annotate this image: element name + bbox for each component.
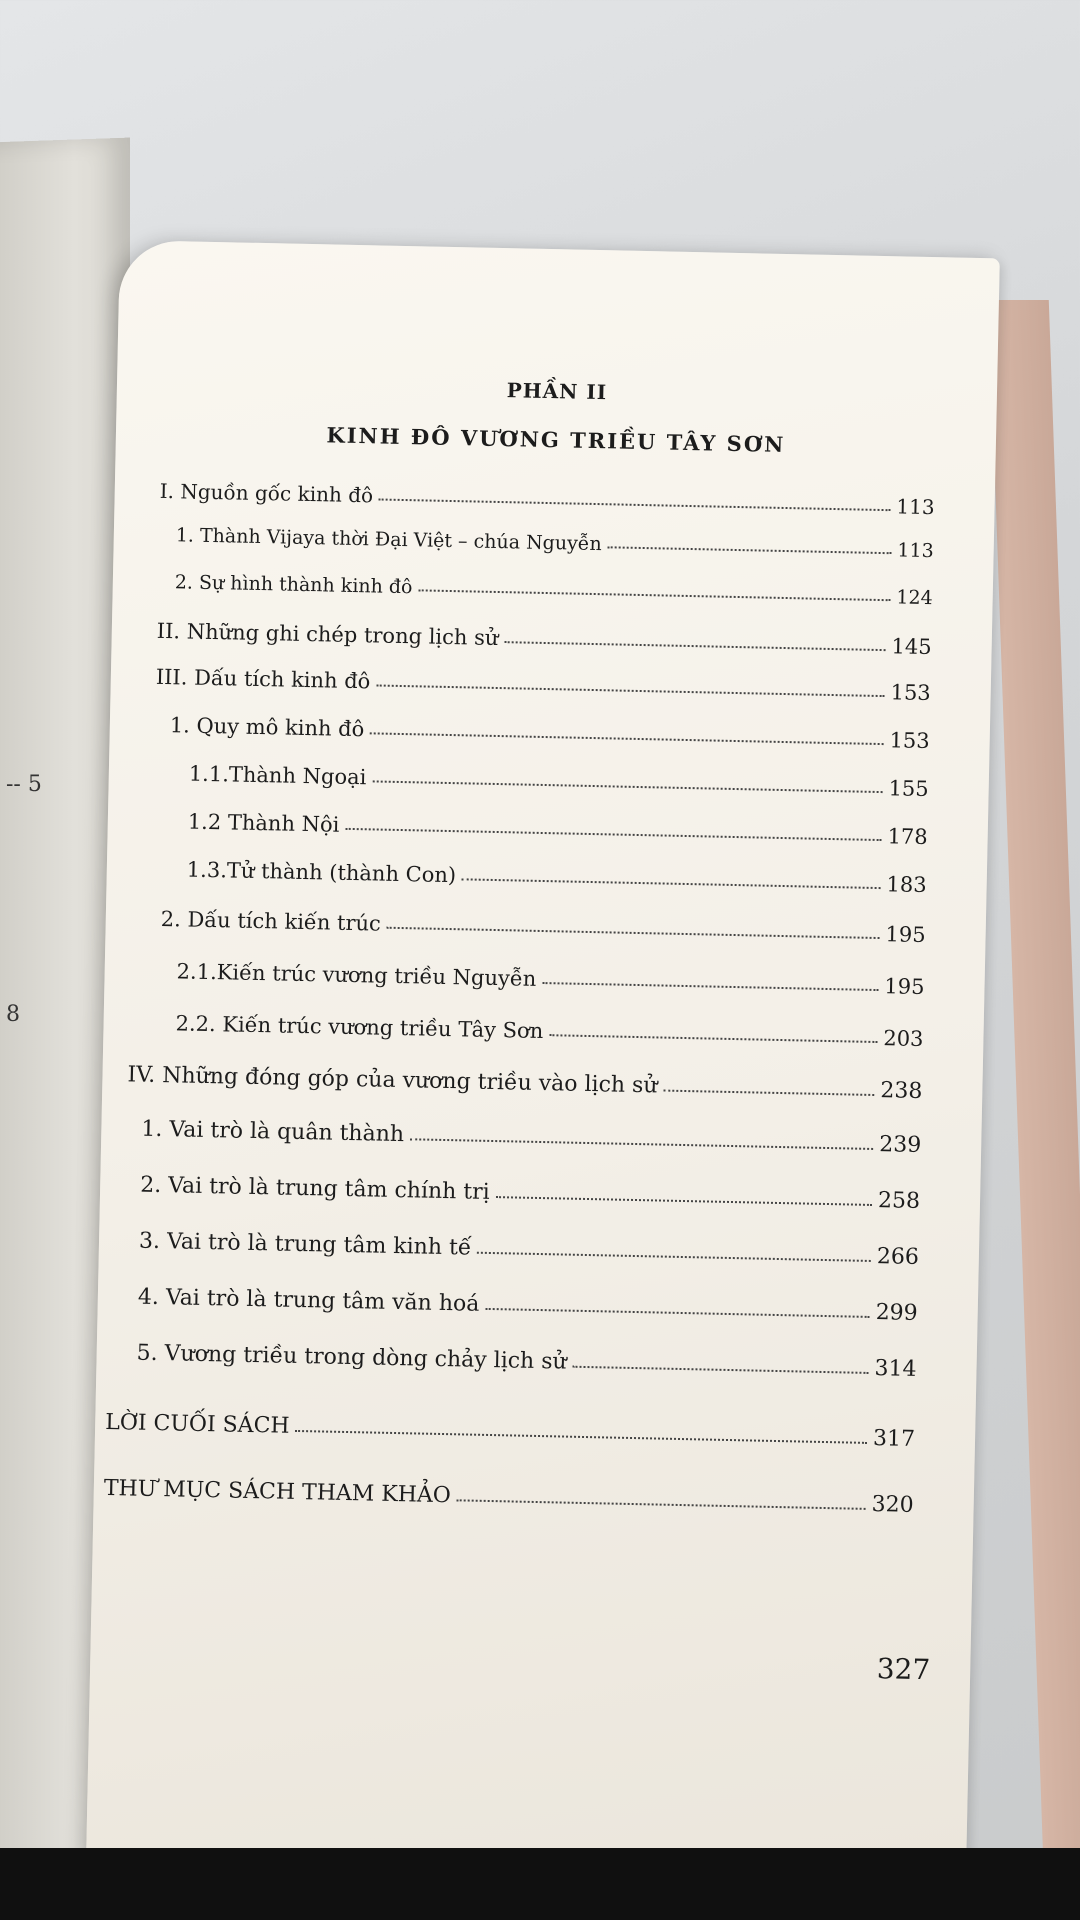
toc-entry [157,619,932,659]
toc-leader [372,780,882,793]
toc-entry [188,810,928,849]
toc-entry-page: 266 [876,1244,920,1270]
toc-entry-label: IV. Những đóng góp của vương triều vào lịch sử [127,1062,658,1099]
section-title: KINH ĐÔ VƯƠNG TRIỀU TÂY SƠN [326,422,786,457]
toc-leader [345,828,881,841]
toc-leader [477,1252,871,1262]
toc-entry-page: 155 [888,776,929,802]
toc-entry-page: 320 [871,1492,914,1518]
toc-entry-label: 1. Vai trò là quân thành [141,1116,405,1148]
toc-entry [140,1173,920,1214]
toc-leader [573,1366,869,1374]
left-page-fragment: -- 5 [6,772,42,797]
toc-entry-page: 113 [896,494,935,520]
toc-entry-page: 195 [884,974,925,1000]
toc-entry-label: II. Những ghi chép trong lịch sử [156,618,499,651]
toc-entry [170,713,930,753]
toc-entry [187,858,927,897]
toc-leader [295,1430,867,1444]
toc-entry-label: 1.2 Thành Nội [187,809,340,837]
toc-leader [376,684,884,697]
toc-leader [608,546,892,554]
toc-entry-page: 299 [875,1300,918,1326]
toc-entry-page: 239 [878,1132,922,1158]
toc-entry [138,1285,918,1326]
toc-entry-label: 2. Sự hình thành kinh đô [174,571,413,599]
toc-leader [542,982,878,991]
toc-entry-label: 2. Vai trò là trung tâm chính trị [139,1172,490,1205]
table-surface [0,1848,1080,1920]
toc-entry-label: THƯ MỤC SÁCH THAM KHẢO [103,1475,452,1509]
toc-entry-label: III. Dấu tích kinh đô [155,664,371,694]
toc-entry-page: 317 [872,1426,916,1452]
toc-entry-page: 153 [889,728,930,754]
toc-entry-page: 195 [885,922,926,948]
toc-entry-label: 5. Vương triều trong dòng chảy lịch sử [136,1340,567,1375]
toc-entry-page: 145 [891,634,932,660]
toc-entry [127,1062,922,1104]
toc-leader [485,1308,869,1318]
toc-leader [410,1138,873,1150]
toc-leader [418,589,890,601]
toc-entry [105,1410,915,1452]
toc-leader [496,1196,872,1206]
toc-entry-page: 183 [886,872,927,898]
toc-entry-label: 4. Vai trò là trung tâm văn hoá [137,1284,480,1317]
toc-entry [141,1117,921,1158]
toc-entry [189,762,929,801]
toc-entry-page: 124 [896,586,933,610]
toc-entry [175,1011,923,1051]
page-number: 327 [876,1652,931,1687]
toc-entry [104,1476,914,1518]
toc-entry-page: 238 [880,1078,923,1104]
toc-entry-label: 1.3.Tử thành (thành Con) [186,857,457,888]
toc-entry-label: 2. Dấu tích kiến trúc [160,907,382,936]
toc-leader [462,878,881,889]
toc-leader [549,1034,877,1043]
toc-page [86,240,1000,1878]
toc-entry [139,1229,919,1270]
toc-entry [156,665,931,705]
toc-entry-label: 2.2. Kiến trúc vương triều Tây Sơn [175,1011,544,1044]
toc-leader [504,641,885,651]
toc-entry [136,1341,916,1382]
toc-entry-page: 203 [883,1026,924,1051]
part-title: PHẦN II [506,378,608,405]
book-cover-edge [989,300,1080,1860]
toc-entry-label: 2.1.Kiến trúc vương triều Nguyễn [176,959,537,991]
toc-entry-page: 258 [877,1188,921,1214]
toc-leader [457,1499,866,1510]
toc-entry-label: 1. Thành Vijaya thời Đại Việt – chúa Nguyễn [175,524,602,556]
toc-entry-page: 153 [890,680,931,706]
toc-leader [370,732,883,745]
left-page-fragment: 8 [6,1002,20,1027]
toc-entry [160,479,935,519]
toc-entry [175,571,933,609]
toc-entry-page: 314 [874,1356,917,1382]
toc-entry-label: I. Nguồn gốc kinh đô [159,478,374,508]
toc-entry-label: 1.1.Thành Ngoại [188,761,367,790]
toc-entry-page: 178 [887,824,928,850]
toc-entry-label: 3. Vai trò là trung tâm kinh tế [138,1228,472,1261]
toc-entry-label: LỜI CUỐI SÁCH [104,1409,290,1439]
toc-entry-label: 1. Quy mô kinh đô [169,713,365,742]
toc-leader [387,927,880,939]
toc-entry [176,524,934,562]
toc-entry [161,907,926,947]
toc-leader [379,498,890,511]
toc-entry-page: 113 [897,539,934,563]
toc-entry [176,959,924,999]
toc-leader [663,1090,874,1096]
